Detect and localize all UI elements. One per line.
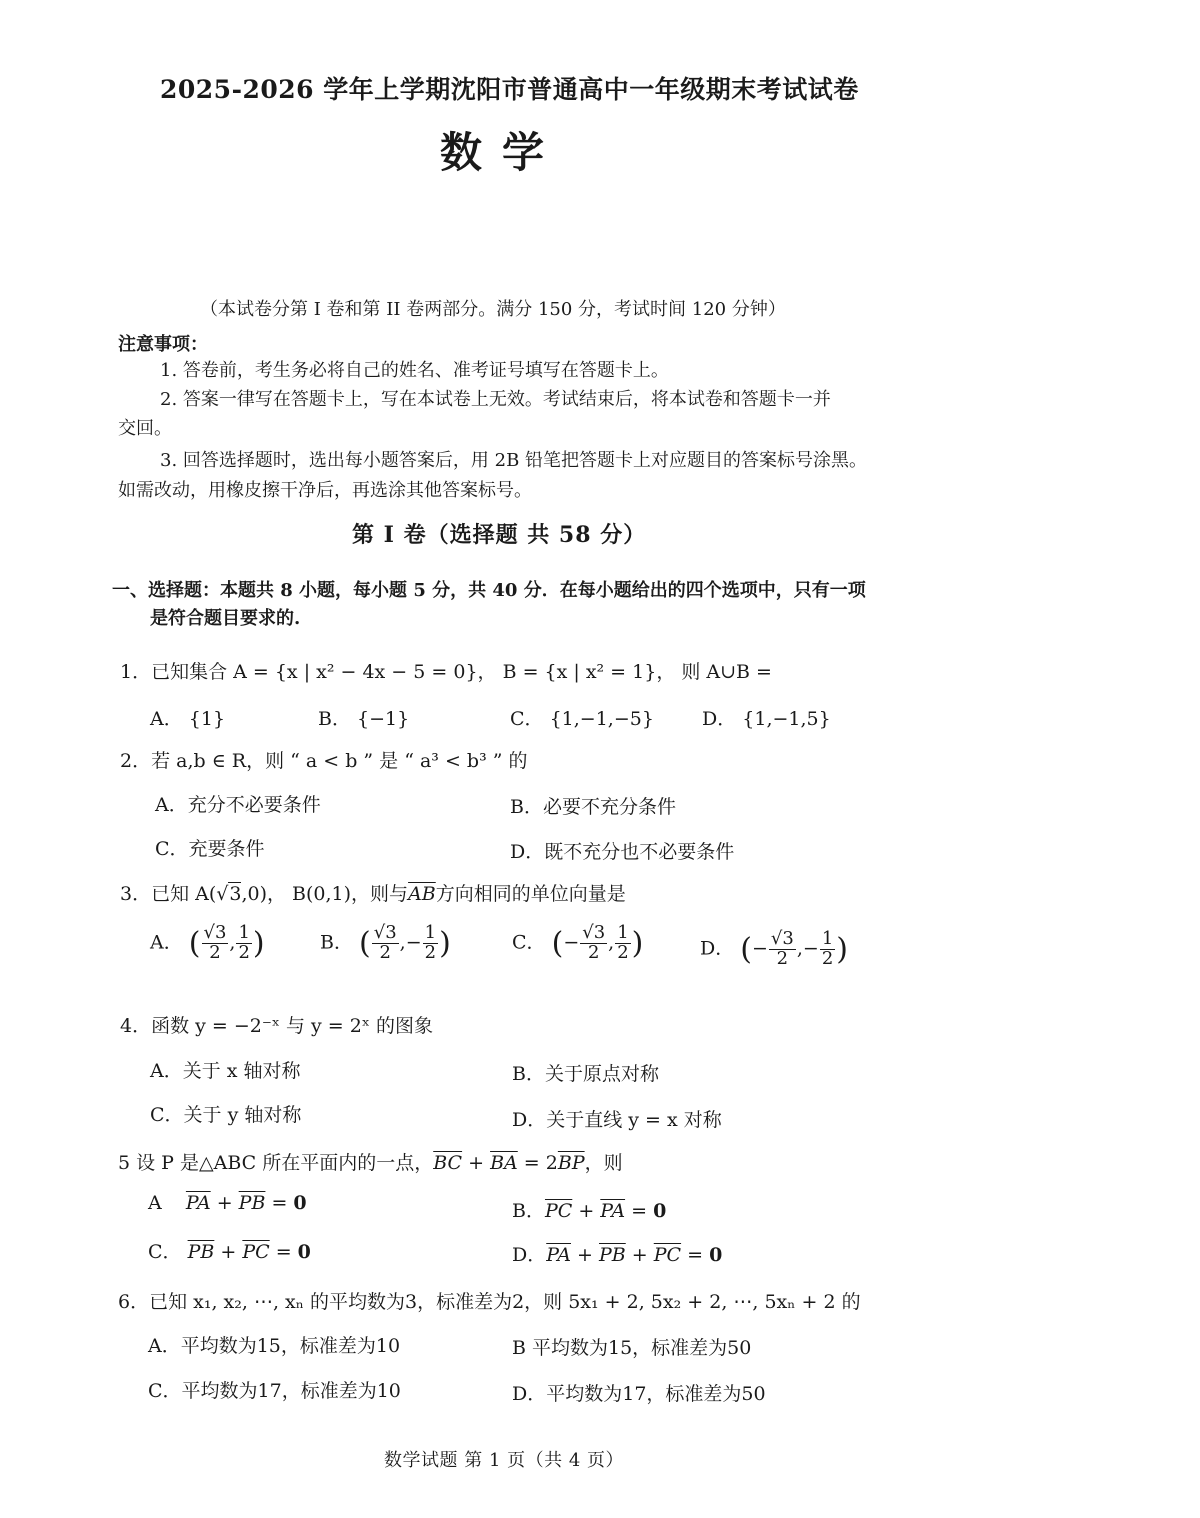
section-title: 第 I 卷（选择题 共 58 分） bbox=[352, 522, 647, 548]
part-instructions-line2: 是符合题目要求的. bbox=[150, 608, 301, 629]
question-2-stem: 2．若 a,b ∈ R，则 “ a < b ” 是 “ a³ < b³ ” 的 bbox=[120, 750, 528, 772]
zero-vector: 0 bbox=[293, 1192, 307, 1214]
fraction bbox=[423, 924, 438, 963]
part-instructions bbox=[112, 577, 912, 633]
question-2-option-a: A．充分不必要条件 bbox=[155, 794, 321, 816]
option-label: D． bbox=[512, 1244, 547, 1266]
numerator: √3 bbox=[203, 922, 227, 943]
vector-pa: $\overline{PA}$ bbox=[185, 1192, 211, 1214]
vector-pb: $\overline{PB}$ bbox=[238, 1192, 266, 1214]
zero-vector: 0 bbox=[709, 1244, 723, 1266]
paren-close: ) bbox=[836, 931, 848, 967]
denominator: 2 bbox=[617, 941, 629, 963]
question-4-option-d: D．关于直线 y = x 对称 bbox=[512, 1109, 722, 1131]
question-4-option-a: A．关于 x 轴对称 bbox=[150, 1060, 301, 1082]
question-1-option-b: B． {−1} bbox=[318, 708, 410, 730]
option-label: C． bbox=[512, 931, 546, 954]
question-6-option-a: A．平均数为15，标准差为10 bbox=[148, 1335, 401, 1357]
notice-item-3: 3. 回答选择题时，选出每小题答案后，用 2B 铅笔把答题卡上对应题目的答案标号涂黑。 bbox=[160, 450, 868, 471]
subject-title: 数学 bbox=[440, 128, 565, 177]
paren-close: ) bbox=[252, 925, 265, 961]
question-2-option-d: D．既不充分也不必要条件 bbox=[510, 841, 735, 863]
paren-close: ) bbox=[439, 925, 451, 961]
fraction bbox=[236, 924, 251, 963]
question-4-option-c: C．关于 y 轴对称 bbox=[150, 1104, 302, 1126]
paren-open: ( bbox=[740, 931, 752, 967]
question-3-option-c: C． (− $\frac{√3}{2}$ , $\frac{1}{2}$ ) bbox=[512, 922, 644, 963]
question-3-sqrt-value: 3 bbox=[229, 883, 242, 905]
vector-pb: $\overline{PB}$ bbox=[599, 1244, 626, 1266]
fraction bbox=[202, 924, 229, 963]
question-2-option-b: B．必要不充分条件 bbox=[510, 796, 676, 818]
numerator: √3 bbox=[582, 922, 606, 943]
question-6-stem: 6．已知 x₁, x₂, ⋯, xₙ 的平均数为3，标准差为2，则 5x₁ + 2, 5x₂ + 2, ⋯, 5xₙ + 2 的 bbox=[118, 1291, 861, 1313]
option-label: B． bbox=[512, 1200, 545, 1222]
fraction bbox=[769, 930, 796, 969]
vector-ba: $\overline{BA}$ bbox=[490, 1152, 518, 1174]
vector-pa: $\overline{PA}$ bbox=[600, 1200, 626, 1222]
denominator: 2 bbox=[238, 941, 250, 963]
question-3-option-a: A． ( $\frac{√3}{2}$ , $\frac{1}{2}$ ) bbox=[150, 922, 265, 963]
vector-pc: $\overline{PC}$ bbox=[242, 1241, 270, 1263]
question-6-option-b: B 平均数为15，标准差为50 bbox=[512, 1337, 752, 1359]
vector-bc: $\overline{BC}$ bbox=[433, 1152, 463, 1174]
question-5-option-c: C． $\overline{PB} + \overline{PC} = 0$ bbox=[148, 1241, 311, 1263]
vector-pc: $\overline{PC}$ bbox=[653, 1244, 682, 1266]
question-5-stem-pre: 5 设 P 是△ABC 所在平面内的一点， bbox=[118, 1152, 434, 1174]
question-4-option-b: B．关于原点对称 bbox=[512, 1063, 659, 1085]
question-5-stem-post: ，则 bbox=[584, 1152, 623, 1174]
paren-open: ( bbox=[551, 925, 564, 961]
fraction bbox=[580, 924, 607, 963]
exam-info: （本试卷分第 I 卷和第 II 卷两部分。满分 150 分，考试时间 120 分钟） bbox=[200, 299, 786, 320]
numerator: √3 bbox=[770, 928, 794, 949]
vector-pb: $\overline{PB}$ bbox=[187, 1241, 215, 1263]
question-6-option-c: C．平均数为17，标准差为10 bbox=[148, 1380, 401, 1402]
denominator: 2 bbox=[587, 941, 600, 963]
question-3-stem-post: 方向相同的单位向量是 bbox=[435, 883, 626, 905]
paren-open: ( bbox=[188, 925, 201, 961]
question-6-option-d: D．平均数为17，标准差为50 bbox=[512, 1383, 766, 1405]
option-label: C． bbox=[148, 1241, 182, 1263]
zero-vector: 0 bbox=[297, 1241, 311, 1263]
question-5-stem: 5 设 P 是△ABC 所在平面内的一点，$\overline{BC} + \overline{BA} = 2\overline{BP}$，则 bbox=[118, 1152, 623, 1174]
option-label: A． bbox=[150, 931, 183, 954]
denominator: 2 bbox=[821, 947, 834, 969]
numerator: 1 bbox=[821, 928, 834, 949]
vector-pc: $\overline{PC}$ bbox=[544, 1200, 573, 1222]
option-label: A bbox=[148, 1192, 162, 1214]
vector-bp: $\overline{BP}$ bbox=[557, 1152, 585, 1174]
fraction bbox=[372, 924, 399, 963]
numerator: 1 bbox=[424, 922, 437, 943]
numerator: 1 bbox=[238, 922, 250, 943]
question-3-stem-pre: 3．已知 A( bbox=[120, 883, 217, 905]
notice-item-2: 2. 答案一律写在答题卡上，写在本试卷上无效。考试结束后，将本试卷和答题卡一并 bbox=[160, 389, 831, 410]
vector-pa: $\overline{PA}$ bbox=[546, 1244, 571, 1266]
question-5-option-b: B．$\overline{PC} + \overline{PA} = 0$ bbox=[512, 1200, 667, 1222]
fraction bbox=[615, 924, 630, 963]
denominator: 2 bbox=[209, 941, 221, 963]
question-3-stem-mid: ,0)， B(0,1)，则与 bbox=[241, 883, 409, 905]
question-5-option-a: A $\overline{PA} + \overline{PB} = 0$ bbox=[148, 1192, 307, 1214]
notice-item-3-cont: 如需改动，用橡皮擦干净后，再选涂其他答案标号。 bbox=[118, 480, 532, 501]
part-instructions-line1: 一、选择题：本题共 8 小题，每小题 5 分，共 40 分．在每小题给出的四个选项中，只有一项 bbox=[112, 580, 866, 601]
exam-title: 2025-2026 学年上学期沈阳市普通高中一年级期末考试试卷 bbox=[160, 75, 859, 104]
notice-heading: 注意事项： bbox=[118, 334, 208, 355]
denominator: 2 bbox=[776, 947, 789, 969]
sqrt-sign: √ bbox=[216, 883, 229, 905]
notice-item-2-cont: 交回。 bbox=[118, 418, 172, 439]
paren-open: ( bbox=[359, 925, 371, 961]
page-footer: 数学试题 第 1 页（共 4 页） bbox=[384, 1450, 625, 1471]
fraction bbox=[820, 930, 835, 969]
denominator: 2 bbox=[424, 941, 437, 963]
question-1-option-d: D． {1,−1,5} bbox=[702, 708, 831, 730]
zero-vector: 0 bbox=[653, 1200, 667, 1222]
question-3-stem bbox=[120, 879, 626, 906]
numerator: 1 bbox=[617, 922, 629, 943]
paren-close: ) bbox=[631, 925, 644, 961]
question-1-stem: 1．已知集合 A = {x | x² − 4x − 5 = 0}， B = {x | x² = 1}， 则 A∪B = bbox=[120, 661, 772, 683]
vector-ab: $\overline{AB}$ bbox=[408, 883, 436, 905]
option-label: B． bbox=[320, 931, 353, 954]
question-2-option-c: C．充要条件 bbox=[155, 838, 265, 860]
option-label: D． bbox=[700, 937, 735, 960]
question-3-option-b: B． ( $\frac{√3}{2}$ ,− $\frac{1}{2}$ ) bbox=[320, 922, 451, 963]
question-4-stem: 4．函数 y = −2⁻ˣ 与 y = 2ˣ 的图象 bbox=[120, 1015, 433, 1037]
denominator: 2 bbox=[379, 941, 391, 963]
question-1-option-c: C． {1,−1,−5} bbox=[510, 708, 654, 730]
question-3-option-d: D． (− $\frac{√3}{2}$ ,− $\frac{1}{2}$ ) bbox=[700, 928, 848, 969]
notice-item-1: 1. 答卷前，考生务必将自己的姓名、准考证号填写在答题卡上。 bbox=[160, 360, 669, 381]
question-1-option-a: A． {1} bbox=[150, 708, 226, 730]
numerator: √3 bbox=[373, 922, 397, 943]
question-5-option-d: D．$\overline{PA} + \overline{PB} + \overline{PC} = 0$ bbox=[512, 1244, 723, 1266]
